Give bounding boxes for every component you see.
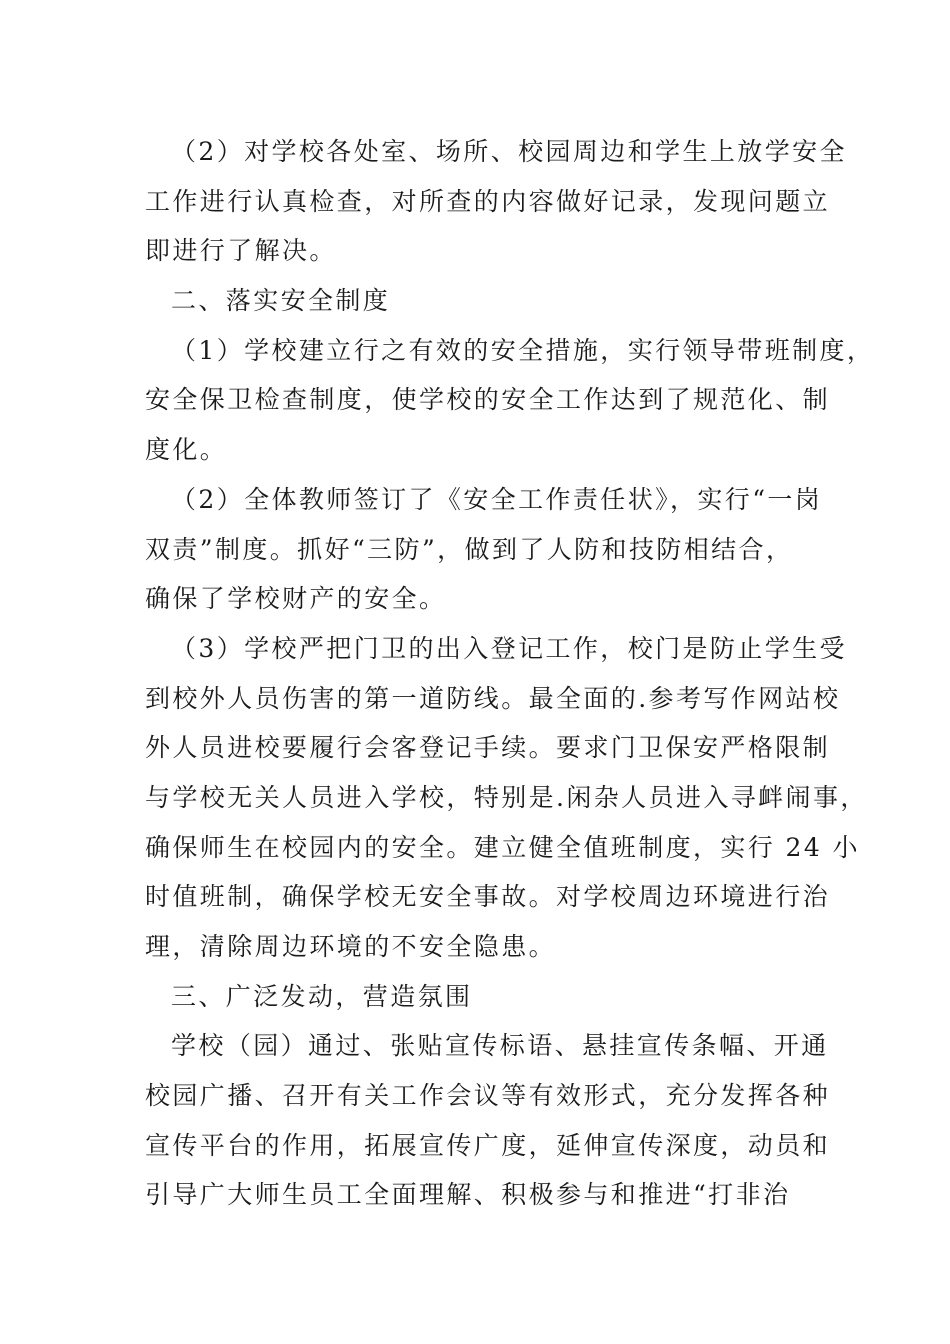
text-line: 外人员进校要履行会客登记手续。要求门卫保安严格限制	[145, 733, 831, 763]
text-line: 确保了学校财产的安全。	[145, 584, 447, 614]
text-line: 与学校无关人员进入学校，特别是.闲杂人员进入寻衅闹事，	[145, 782, 868, 812]
text-line: （2）全体教师签订了《安全工作责任状》，实行“一岗	[171, 484, 823, 514]
text-line: 二、落实安全制度	[171, 286, 391, 316]
text-line: 理，清除周边环境的不安全隐患。	[145, 932, 557, 961]
text-line: 引导广大师生员工全面理解、积极参与和推进“打非治	[145, 1180, 791, 1210]
text-line: 到校外人员伤害的第一道防线。最全面的.参考写作网站校	[145, 683, 841, 713]
text-line: 双责”制度。抓好“三防”，做到了人防和技防相结合，	[145, 534, 794, 564]
text-line: （2）对学校各处室、场所、校园周边和学生上放学安全	[171, 137, 847, 166]
text-line: （1）学校建立行之有效的安全措施，实行领导带班制度，	[171, 335, 875, 365]
text-line: 学校（园）通过、张贴宣传标语、悬挂宣传条幅、开通	[171, 1031, 829, 1061]
text-line: 时值班制，确保学校无安全事故。对学校周边环境进行治	[145, 882, 831, 912]
text-line: 安全保卫检查制度，使学校的安全工作达到了规范化、制	[145, 385, 831, 415]
text-line: 三、广泛发动，营造氛围	[171, 981, 473, 1011]
text-line: 工作进行认真检查，对所查的内容做好记录，发现问题立	[145, 186, 831, 216]
document-body	[145, 127, 875, 1220]
text-line: 宣传平台的作用，拓展宣传广度，延伸宣传深度，动员和	[145, 1130, 831, 1160]
text-line: 校园广播、召开有关工作会议等有效形式，充分发挥各种	[145, 1081, 831, 1111]
text-line: 确保师生在校园内的安全。建立健全值班制度，实行 24 小	[145, 832, 860, 862]
text-line: （3）学校严把门卫的出入登记工作，校门是防止学生受	[171, 633, 847, 663]
text-line: 即进行了解决。	[145, 236, 337, 266]
text-line: 度化。	[145, 435, 228, 465]
